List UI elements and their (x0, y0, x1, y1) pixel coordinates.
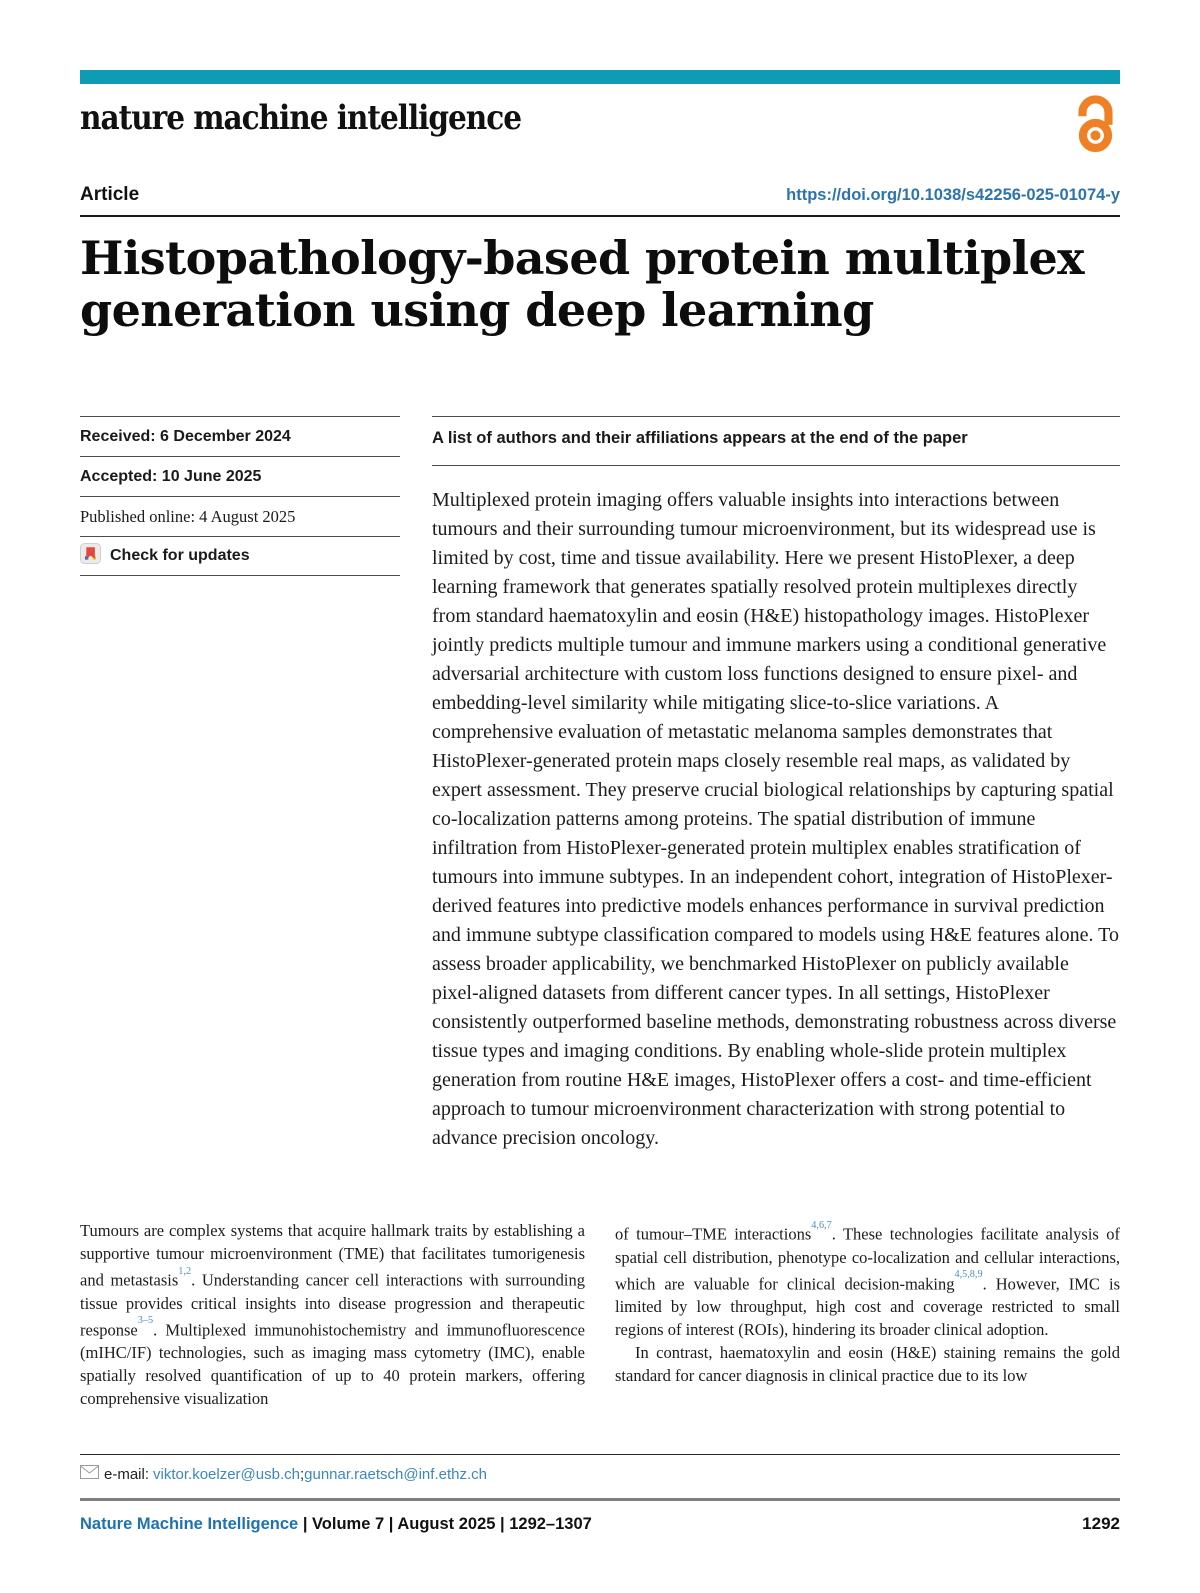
check-for-updates-label: Check for updates (110, 547, 250, 565)
citation-ref-link[interactable]: 4,6,7 (811, 1219, 832, 1231)
body-paragraph: Tumours are complex systems that acquire hallmark traits by establishing a supportive tumour microenvironment (TME) that facilitates tumorigenesis and metastasis$^{1,2}$. Understanding cancer cell interactions with surrounding tissue provides critical insights into disease progression and therapeutic response$^{3-5}$. Multiplexed immunohistochemistry and immunofluorescence (mIHC/IF) technologies, such as imaging mass cytometry (IMC), enable spatially resolved quantification of up to 40 protein markers, offering comprehensive visualization (80, 1221, 585, 1409)
citation-ref-link[interactable]: 1,2 (178, 1265, 192, 1277)
abstract-panel (432, 416, 1120, 1153)
envelope-icon (80, 1465, 99, 1483)
email-link-2[interactable]: gunnar.raetsch@inf.ethz.ch (304, 1465, 487, 1483)
body-paragraph: In contrast, haematoxylin and eosin (H&E) staining remains the gold standard for cancer diagnosis in clinical practice due to its low (615, 1343, 1120, 1386)
accepted-date-row (80, 456, 400, 496)
email-link-1[interactable]: viktor.koelzer@usb.ch (153, 1465, 300, 1483)
abstract-text: Multiplexed protein imaging offers valuable insights into interactions between tumours and their surrounding tumour microenvironment, but its widespread use is limited by cost, time and tissue availability. Here we present HistoPlexer, a deep learning framework that generates spatially resolved protein multiplexes directly from standard haematoxylin and eosin (H&E) histopathology images. HistoPlexer jointly predicts multiple tumour and immune markers using a conditional generative adversarial architecture with custom loss functions designed to ensure pixel- and embedding-level similarity while mitigating slice-to-slice variations. A comprehensive evaluation of metastatic melanoma samples demonstrates that HistoPlexer-generated protein maps closely resemble real maps, as validated by expert assessment. They preserve crucial biological relationships by capturing spatial co-localization patterns among proteins. The spatial distribution of immune infiltration from HistoPlexer-generated protein multiplex enables stratification of tumours into immune subtypes. In an independent cohort, integration of HistoPlexer-derived features into predictive models enhances performance in survival prediction and immune subtype classification compared to models using H&E features alone. To assess broader applicability, we benchmarked HistoPlexer on publicly available pixel-aligned datasets from different cancer types. In all settings, HistoPlexer consistently outperformed baseline methods, demonstrating robustness across diverse tissue types and imaging conditions. By enabling whole-slide protein multiplex generation from routine H&E images, HistoPlexer offers a cost- and time-efficient approach to tumour microenvironment characterization with strong potential to advance precision oncology. (432, 489, 1119, 1150)
header-accent-bar (80, 70, 1120, 84)
body-paragraph: of tumour–TME interactions$^{4,6,7}$. These technologies facilitate analysis of spatial cell distribution, phenotype co-localization and cellular interactions, which are valuable for clinical decision-making$^{4,5,8,9}$. However, IMC is limited by low throughput, high cost and coverage restricted to small regions of interest (ROIs), hindering its broader clinical adoption. (615, 1219, 1120, 1340)
footer-issue-line (80, 1515, 592, 1534)
article-history-panel (80, 416, 400, 1153)
body-text-columns (80, 1219, 1120, 1410)
masthead (80, 90, 1120, 154)
body-column-left (80, 1219, 585, 1410)
page-number: 1292 (1082, 1514, 1120, 1534)
journal-footer (80, 1501, 1120, 1534)
body-column-right (615, 1219, 1120, 1410)
citation-ref-link[interactable]: 4,5,8,9 (954, 1269, 983, 1281)
correspondence-row (80, 1455, 1120, 1483)
crossmark-icon (80, 543, 101, 569)
published-date: Published online: 4 August 2025 (80, 506, 296, 526)
check-for-updates-button[interactable] (80, 536, 400, 576)
article-type-label: Article (80, 184, 140, 205)
journal-logo: nature machine intelligence (80, 98, 521, 138)
email-label: e-mail: (104, 1465, 150, 1483)
email-separator: ; (299, 1465, 305, 1483)
authors-note: A list of authors and their affiliations appears at the end of the paper (432, 416, 1120, 448)
published-date-row (80, 496, 400, 536)
received-date-row (80, 416, 400, 456)
open-access-icon (1070, 90, 1120, 159)
header-divider (80, 215, 1120, 217)
doi-link[interactable]: https://doi.org/10.1038/s42256-025-01074-y (786, 186, 1120, 204)
journal-name-link[interactable]: Nature Machine Intelligence (80, 1515, 299, 1534)
page-title: Histopathology-based protein multiplex generation using deep learning (80, 231, 1084, 337)
abstract-divider (432, 465, 1120, 466)
citation-ref-link[interactable]: 3–5 (137, 1315, 154, 1327)
accepted-date: Accepted: 10 June 2025 (80, 467, 262, 485)
received-date: Received: 6 December 2024 (80, 427, 291, 445)
issue-info: | Volume 7 | August 2025 | 1292–1307 (302, 1515, 592, 1534)
article-header-row (80, 184, 1120, 206)
title-block-grid (80, 416, 1120, 1153)
